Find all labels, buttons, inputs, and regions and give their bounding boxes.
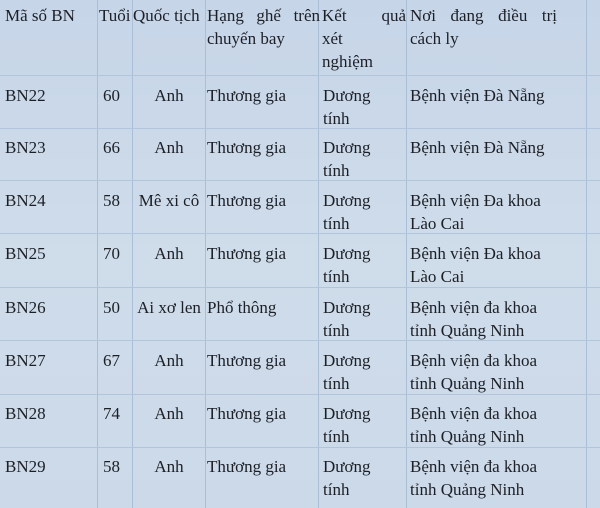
- header-age: Tuổi: [99, 6, 131, 25]
- cell-place1: Bệnh viện đa khoa: [410, 457, 537, 476]
- cell-age: 58: [103, 457, 120, 476]
- cell-place2: tỉnh Quảng Ninh: [410, 374, 525, 393]
- cell-result1: Dương: [323, 86, 371, 105]
- cell-nationality: Mê xi cô: [138, 191, 200, 210]
- cell-result1: Dương: [323, 138, 371, 157]
- cell-result1: Dương: [323, 351, 371, 370]
- cell-id: BN23: [5, 138, 46, 157]
- cell-nationality: Anh: [154, 457, 184, 476]
- cell-place2: Lào Cai: [410, 267, 465, 286]
- header-nationality: Quốc tịch: [133, 6, 200, 25]
- column-divider: [97, 0, 98, 508]
- header-place-line1: [410, 4, 557, 28]
- cell-place2: tỉnh Quảng Ninh: [410, 321, 525, 340]
- cell-nationality: Anh: [154, 244, 184, 263]
- cell-age: 60: [103, 86, 120, 105]
- cell-id: BN28: [5, 404, 46, 423]
- header-id: Mã số BN: [5, 6, 75, 25]
- column-divider: [406, 0, 407, 508]
- cell-result2: tính: [323, 109, 350, 128]
- header-place-line2: cách ly: [410, 29, 459, 48]
- cell-result2: tính: [323, 480, 350, 499]
- cell-age: 70: [103, 244, 120, 263]
- header-word: quả: [381, 6, 406, 25]
- cell-seat: Thương gia: [207, 457, 287, 476]
- cell-place2: tỉnh Quảng Ninh: [410, 427, 525, 446]
- cell-age: 67: [103, 351, 120, 370]
- column-divider: [132, 0, 133, 508]
- cell-seat: Thương gia: [207, 138, 287, 157]
- cell-result1: Dương: [323, 191, 371, 210]
- cell-nationality: Ai xơ len: [137, 298, 201, 317]
- column-divider: [586, 0, 587, 508]
- cell-seat: Thương gia: [207, 191, 287, 210]
- cell-id: BN25: [5, 244, 46, 263]
- cell-seat: Thương gia: [207, 404, 287, 423]
- header-word: Hạng: [207, 6, 244, 25]
- cell-seat: Thương gia: [207, 86, 287, 105]
- cell-place1: Bệnh viện Đa khoa: [410, 191, 541, 210]
- header-result-line2: xét: [322, 29, 343, 48]
- cell-result2: tính: [323, 374, 350, 393]
- header-word: trị: [541, 6, 557, 25]
- cell-age: 74: [103, 404, 120, 423]
- header-word: Nơi: [410, 6, 436, 25]
- header-seat-line2: chuyến bay: [207, 29, 285, 48]
- cell-nationality: Anh: [154, 404, 184, 423]
- cell-place2: tỉnh Quảng Ninh: [410, 480, 525, 499]
- cell-place2: Lào Cai: [410, 214, 465, 233]
- header-word: đang: [450, 6, 484, 25]
- header-word: Kết: [322, 6, 347, 25]
- header-word: trên: [293, 6, 320, 25]
- cell-result1: Dương: [323, 404, 371, 423]
- cell-result2: tính: [323, 321, 350, 340]
- cell-result2: tính: [323, 427, 350, 446]
- cell-place1: Bệnh viện đa khoa: [410, 298, 537, 317]
- header-word: ghế: [256, 6, 281, 25]
- cell-result2: tính: [323, 161, 350, 180]
- column-divider: [205, 0, 206, 508]
- cell-place1: Bệnh viện Đà Nẵng: [410, 138, 545, 157]
- cell-result1: Dương: [323, 457, 371, 476]
- cell-age: 50: [103, 298, 120, 317]
- cell-id: BN24: [5, 191, 46, 210]
- cell-nationality: Anh: [154, 86, 184, 105]
- cell-id: BN29: [5, 457, 46, 476]
- cell-seat: Thương gia: [207, 244, 287, 263]
- row-divider: [0, 233, 600, 234]
- cell-place1: Bệnh viện đa khoa: [410, 404, 537, 423]
- cell-place1: Bệnh viện đa khoa: [410, 351, 537, 370]
- cell-id: BN26: [5, 298, 46, 317]
- row-divider: [0, 128, 600, 129]
- column-divider: [318, 0, 319, 508]
- cell-nationality: Anh: [154, 138, 184, 157]
- header-word: điều: [498, 6, 528, 25]
- cell-result1: Dương: [323, 244, 371, 263]
- cell-nationality: Anh: [154, 351, 184, 370]
- cell-result2: tính: [323, 267, 350, 286]
- row-divider: [0, 180, 600, 181]
- cell-age: 58: [103, 191, 120, 210]
- cell-result1: Dương: [323, 298, 371, 317]
- cell-id: BN27: [5, 351, 46, 370]
- header-result-line1: [322, 4, 406, 28]
- row-divider: [0, 75, 600, 76]
- cell-age: 66: [103, 138, 120, 157]
- cell-seat: Phổ thông: [207, 298, 277, 317]
- cell-seat: Thương gia: [207, 351, 287, 370]
- cell-result2: tính: [323, 214, 350, 233]
- header-result-line3: nghiệm: [322, 52, 373, 71]
- header-seat-line1: [207, 4, 320, 28]
- cell-place1: Bệnh viện Đà Nẵng: [410, 86, 545, 105]
- cell-id: BN22: [5, 86, 46, 105]
- cell-place1: Bệnh viện Đa khoa: [410, 244, 541, 263]
- row-divider: [0, 287, 600, 288]
